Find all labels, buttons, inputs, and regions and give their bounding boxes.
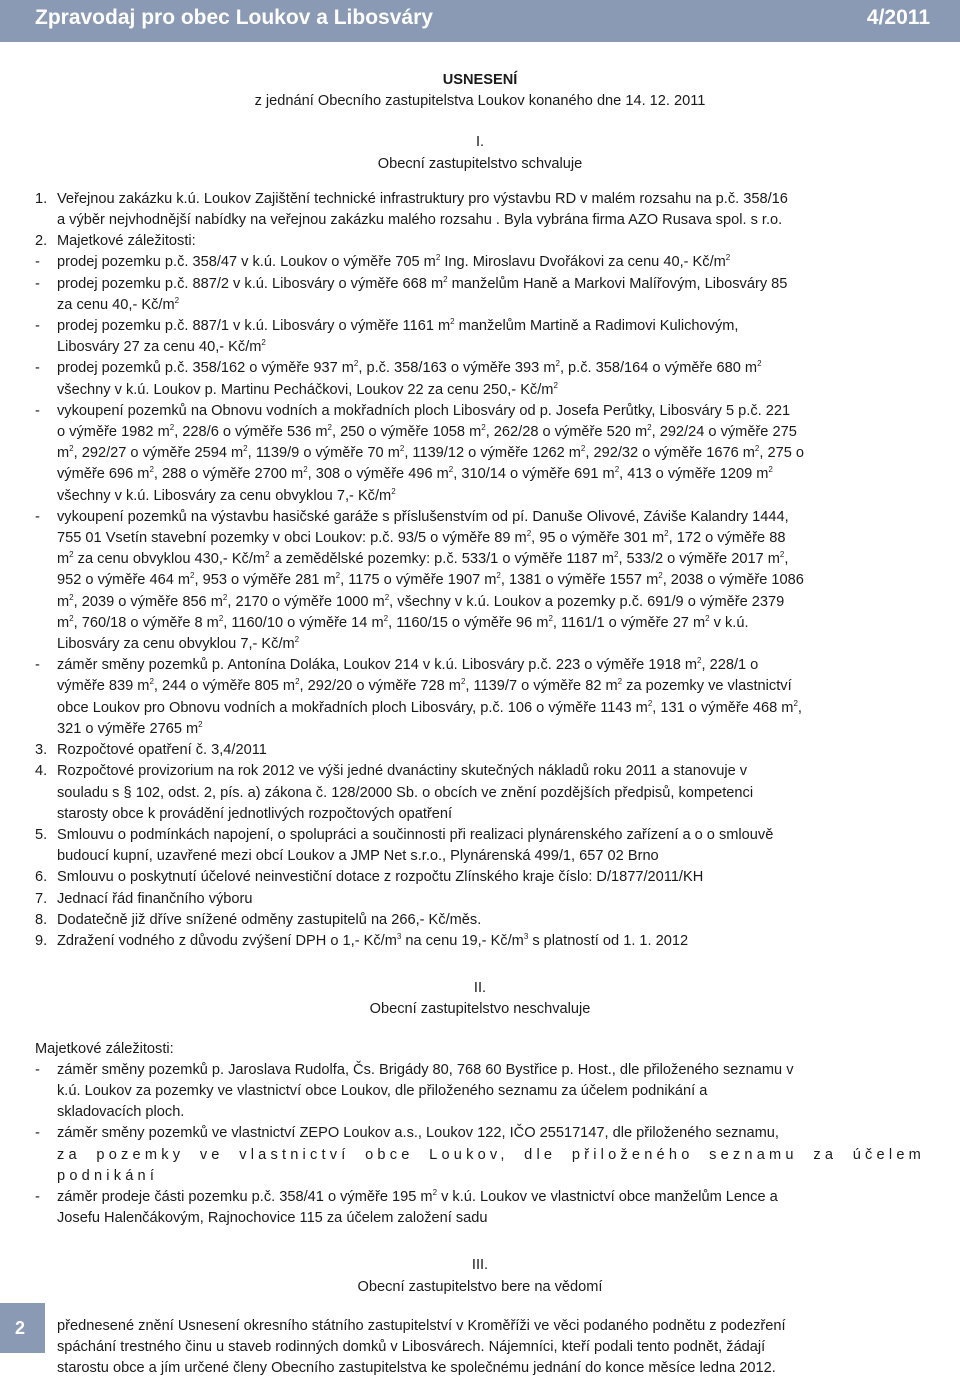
item-2-title: Majetkové záležitosti:	[57, 233, 196, 250]
property-item-d: - prodej pozemků p.č. 358/162 o výměře 937 $m^2$, p.č. 358/163 o výměře 393 $m^2$, p.č. 358/164 o výměře 680 $m^2$ všechny v k.ú. Loukov p. Martinu Pecháčkovi, Loukov 22 za cenu 250,- $Kč/m^2$	[35, 359, 762, 398]
approve-item-4: 4. Rozpočtové provizorium na rok 2012 ve výši jedné dvanáctiny skutečných nákladů roku 2011 a stanovuje v souladu s § 102, odst. 2, pís. a) zákona č. 128/2000 Sb. o obcích ve znění pozdějších předpisů, kompetenci starosty obce k provádění jednotlivých rozpočtových opatření	[35, 763, 754, 822]
section-1-numeral: I.	[475, 134, 485, 151]
newsletter-title: Zpravodaj pro obec Loukov a Libosváry	[35, 6, 433, 29]
approve-item-5: 5. Smlouvu o podmínkách napojení, o spolupráci a součinnosti při realizaci plynárenského zařízení a o o smlouvě budoucí kupní, uzavřené mezi obcí Loukov a JMP Net s.r.o., Plynárenská 499/1, 657 02 Brno	[35, 826, 774, 865]
reject-item-c: - záměr prodeje části pozemku p.č. 358/41 o výměře 195 $m^2$ v k.ú. Loukov ve vlastnictví obce manželům Lence a Josefu Halenčákovým, Rajnochovice 115 za účelem založení sadu	[35, 1187, 778, 1227]
approve-item-9: 9. Zdražení vodného z důvodu zvýšení DPH o 1,- $Kč/m^3$ na cenu 19,- $Kč/m^3$ s platností od 1. 1. 2012	[35, 931, 689, 949]
page-number-tab	[0, 1303, 45, 1353]
section-1-title: Obecní zastupitelstvo schvaluje	[377, 155, 583, 172]
header-bar	[0, 0, 960, 42]
approve-item-8: 8. Dodatečně již dříve snížené odměny zastupitelů na 266,- Kč/měs.	[35, 911, 482, 928]
page-number: 2	[15, 1318, 26, 1338]
section-3-title: Obecní zastupitelstvo bere na vědomí	[357, 1278, 603, 1295]
section-2-numeral: II.	[473, 980, 487, 997]
reject-item-b: - záměr směny pozemků ve vlastnictví ZEPO Loukov a.s., Loukov 122, IČO 25517147, dle přiloženého seznamu, za pozemky ve vlastnictví obce Loukov, dle přiloženého seznamu za účelem podnikání	[35, 1125, 925, 1184]
property-item-c: - prodej pozemku p.č. 887/1 v k.ú. Libosváry o výměře 1161 $m^2$ manželům Martině a Radimovi Kulichovým, Libosváry 27 za cenu 40,- $Kč/m^2$	[35, 317, 739, 356]
document-body	[35, 70, 925, 1379]
section-2-title: Obecní zastupitelstvo neschvaluje	[369, 1001, 591, 1018]
item-number: 1.	[35, 190, 48, 207]
section-3-numeral: III.	[471, 1257, 489, 1274]
property-item-e: - vykoupení pozemků na Obnovu vodních a mokřadních ploch Libosváry od p. Josefa Perůtky, Libosváry 5 p.č. 221 o výměře 1982 $m^2$, 228/6 o výměře 536 $m^2$, 250 o výměře 1058 $m^2$, 262/28 o výměře 520 $m^2$, 292/24 o výměře 275 $m^2$, 292/27 o výměře 2594 $m^2$, 1139/9 o výměře 70 $m^2$, 1139/12 o výměře 1262 $m^2$, 292/32 o výměře 1676 $m^2$, 275 o výměře 696 $m^2$, 288 o výměře 2700 $m^2$, 308 o výměře 496 $m^2$, 310/14 o výměře 691 $m^2$, 413 o výměře 1209 $m^2$ všechny v k.ú. Libosváry za cenu obvyklou 7,- $Kč/m^2$	[35, 402, 804, 504]
issue-number: 4/2011	[866, 6, 930, 29]
section-2-subtitle: Majetkové záležitosti:	[35, 1040, 174, 1057]
item-number: 2.	[35, 233, 48, 250]
approve-item-7: 7. Jednací řád finančního výboru	[35, 890, 253, 907]
property-item-b: - prodej pozemku p.č. 887/2 v k.ú. Libosváry o výměře 668 $m^2$ manželům Haně a Markovi Malířovým, Libosváry 85 za cenu 40,- $Kč/m^2$	[35, 274, 788, 313]
approve-item-2	[35, 231, 925, 252]
approve-item-6: 6. Smlouvu o poskytnutí účelové neinvestiční dotace z rozpočtu Zlínského kraje číslo: D/1877/2011/KH	[35, 869, 704, 886]
approve-item-1: 1. Veřejnou zakázku k.ú. Loukov Zajištění technické infrastruktury pro výstavbu RD v malém rozsahu na p.č. 358/16 a výběr nejvhodnější nabídky na veřejnou zakázku malého rozsahu . Byla vybrána firma AZO Rusava spol. s r.o.	[35, 190, 788, 229]
property-item-a: - prodej pozemku p.č. 358/47 v k.ú. Loukov o výměře 705 $m^2$ Ing. Miroslavu Dvořákovi za cenu 40,- $Kč/m^2$	[35, 253, 731, 271]
noted-item-a: přednesené znění Usnesení okresního státního zastupitelství v Kroměříži ve věci podaného podnětu z podezření spáchání trestného činu u staveb rodinných domků v Libosvárech. Nájemníci, kteří podali tento podnět, žádají starostu obce a jím určené členy Obecního zastupitelstva ke společnému jednání do konce měsíce ledna 2012.	[57, 1317, 786, 1377]
document-subtitle: z jednání Obecního zastupitelstva Loukov konaného dne 14. 12. 2011	[254, 93, 706, 110]
approve-item-3: 3. Rozpočtové opatření č. 3,4/2011	[35, 742, 267, 759]
document-title: USNESENÍ	[442, 72, 518, 88]
property-item-f: - vykoupení pozemků na výstavbu hasičské garáže s příslušenstvím od pí. Danuše Olivové, Záviše Kalandry 1444, 755 01 Vsetín stavební pozemky v obci Loukov: p.č. 93/5 o výměře 89 $m^2$, 95 o výměře 301 $m^2$, 172 o výměře 88 $m^2$ za cenu obvyklou 430,- $Kč/m^2$ a zemědělské pozemky: p.č. 533/1 o výměře 1187 $m^2$, 533/2 o výměře 2017 $m^2$, 952 o výměře 464 $m^2$, 953 o výměře 281 $m^2$, 1175 o výměře 1907 $m^2$, 1381 o výměře 1557 $m^2$, 2038 o výměře 1086 $m^2$, 2039 o výměře 856 $m^2$, 2170 o výměře 1000 $m^2$, všechny v k.ú. Loukov a pozemky p.č. 691/9 o výměře 2379 $m^2$, 760/18 o výměře 8 $m^2$, 1160/10 o výměře 14 $m^2$, 1160/15 o výměře 96 $m^2$, 1161/1 o výměře 27 $m^2$ v k.ú. Libosváry za cenu obvyklou 7,- $Kč/m^2$	[35, 508, 804, 653]
reject-item-a: - záměr směny pozemků p. Jaroslava Rudolfa, Čs. Brigády 80, 768 60 Bystřice p. Host., dle přiloženého seznamu v k.ú. Loukov za pozemky ve vlastnictví obce Loukov, dle přiloženého seznamu za účelem podnikání a skladovacích ploch.	[35, 1061, 794, 1121]
property-item-g: - záměr směny pozemků p. Antonína Doláka, Loukov 214 v k.ú. Libosváry p.č. 223 o výměře 1918 $m^2$, 228/1 o výměře 839 $m^2$, 244 o výměře 805 $m^2$, 292/20 o výměře 728 $m^2$, 1139/7 o výměře 82 $m^2$ za pozemky ve vlastnictví obce Loukov pro Obnovu vodních a mokřadních ploch Libosváry, p.č. 106 o výměře 1143 $m^2$, 131 o výměře 468 $m^2$, 321 o výměře 2765 $m^2$	[35, 656, 802, 737]
